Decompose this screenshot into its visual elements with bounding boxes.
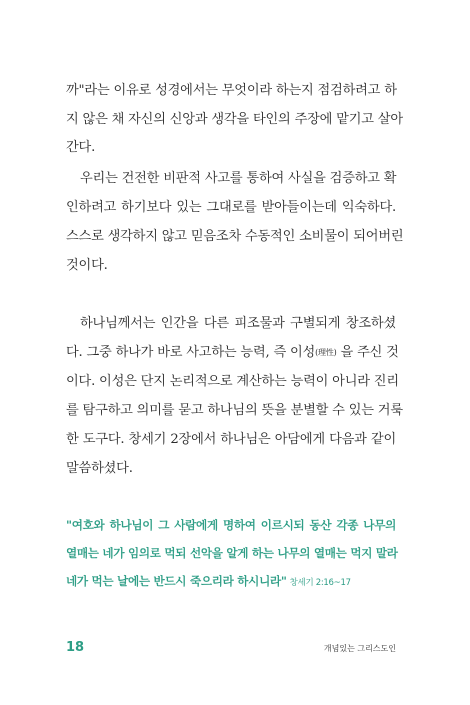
paragraph-2-line-2: 인하려고 하기보다 있는 그대로를 받아들이는데 익숙하다. xyxy=(66,200,396,215)
hanja-annotation: (理性) xyxy=(315,348,337,357)
paragraph-3-line-3: 이다. 이성은 단지 논리적으로 계산하는 능력이 아니라 진리 xyxy=(66,374,399,389)
quote-line-1: "여호와 하나님이 그 사람에게 명하여 이르시되 동산 각종 나무의 xyxy=(66,518,396,532)
paragraph-3-line-2: 다. 그중 하나가 바로 사고하는 능력, 즉 이성(理性) 을 주신 것 xyxy=(66,345,399,360)
paragraph-1-line-2: 지 않은 채 자신의 신앙과 생각을 타인의 주장에 맡기고 살아 xyxy=(66,112,403,127)
paragraph-1-line-1: 까"라는 이유로 성경에서는 무엇이라 하는지 점검하려고 하 xyxy=(66,83,397,98)
paragraph-2-line-4: 것이다. xyxy=(66,258,108,273)
paragraph-3-line-1: 하나님께서는 인간을 다른 피조물과 구별되게 창조하셨 xyxy=(80,316,396,331)
paragraph-3-line-4: 를 탐구하고 의미를 묻고 하나님의 뜻을 분별할 수 있는 거룩 xyxy=(66,403,403,418)
quote-line-3: 네가 먹는 날에는 반드시 죽으리라 하시니라" 창세기 2:16~17 xyxy=(66,574,351,588)
paragraph-2-line-1: 우리는 건전한 비판적 사고를 통하여 사실을 검증하고 확 xyxy=(80,171,397,186)
paragraph-3-line-6: 말씀하셨다. xyxy=(66,461,133,476)
paragraph-3-line-5: 한 도구다. 창세기 2장에서 하나님은 아담에게 다음과 같이 xyxy=(66,432,396,447)
page-number: 18 xyxy=(66,640,85,655)
quote-line-2: 열매는 네가 임의로 먹되 선악을 알게 하는 나무의 열매는 먹지 말라 xyxy=(66,546,398,560)
scripture-reference: 창세기 2:16~17 xyxy=(289,578,351,588)
paragraph-1-line-3: 간다. xyxy=(66,140,96,155)
paragraph-2-line-3: 스스로 생각하지 않고 믿음조차 수동적인 소비물이 되어버린 xyxy=(66,229,404,244)
running-title: 개념있는 그리스도인 xyxy=(323,644,396,653)
